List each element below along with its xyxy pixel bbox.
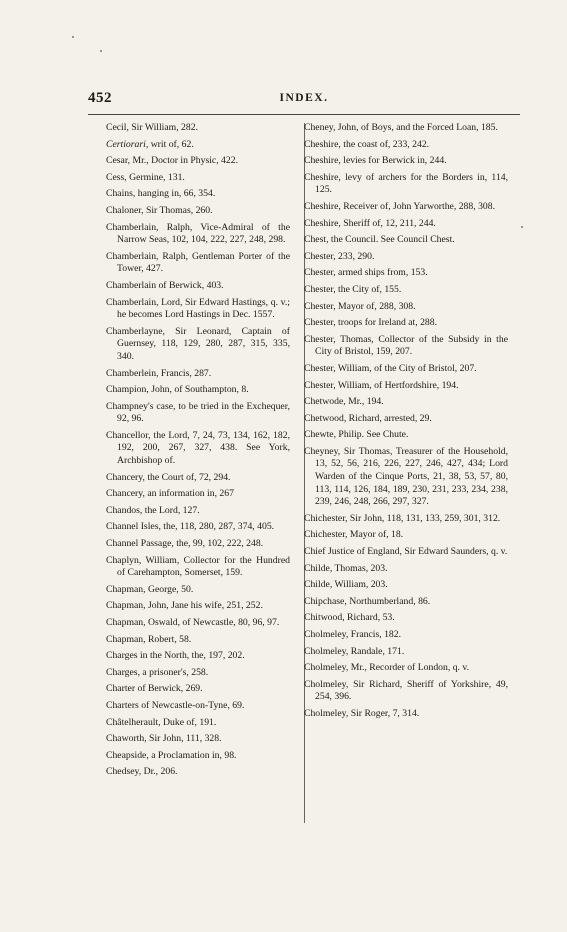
index-entry: Chaworth, Sir John, 111, 328. <box>106 733 222 745</box>
index-entry: Chapman, Robert, 58. <box>106 633 192 645</box>
page-number: 452 <box>88 90 112 106</box>
index-entry: Chief Justice of England, Sir Edward Saunders, q. v. <box>304 546 508 558</box>
index-entry: Cheapside, a Proclamation in, 98. <box>106 749 237 761</box>
index-entry: Chichester, Sir John, 118, 131, 133, 259, 301, 312. <box>304 512 501 524</box>
header-rule <box>88 114 520 115</box>
index-entry <box>106 139 290 152</box>
index-entry: Champion, John, of Southampton, 8. <box>106 384 249 396</box>
index-entry: Chest, the Council. See Council Chest. <box>304 234 455 246</box>
index-entry: Chains, hanging in, 66, 354. <box>106 188 216 200</box>
index-entry: Channel Passage, the, 99, 102, 222, 248. <box>106 538 264 550</box>
index-entry: Chamberlayne, Sir Leonard, Captain of Guernsey, 118, 129, 280, 287, 315, 335, 340. <box>106 325 290 362</box>
index-entry: Cesar, Mr., Doctor in Physic, 422. <box>106 155 238 167</box>
index-entry: Chester, the City of, 155. <box>304 283 402 295</box>
index-entry: Channel Isles, the, 118, 280, 287, 374, 405. <box>106 521 275 533</box>
index-entry: Chitwood, Richard, 53. <box>304 612 395 624</box>
index-entry: Cholmeley, Sir Roger, 7, 314. <box>304 707 420 719</box>
index-entry: Chester, Mayor of, 288, 308. <box>304 300 416 312</box>
index-entry: Cheshire, levies for Berwick in, 244. <box>304 155 447 167</box>
index-entry: Charges in the North, the, 197, 202. <box>106 650 245 662</box>
index-entry: Chester, 233, 290. <box>304 250 375 262</box>
index-entry: Charters of Newcastle-on-Tyne, 69. <box>106 699 245 711</box>
index-entry: Childe, William, 203. <box>304 579 388 591</box>
index-entry: Chamberlein, Francis, 287. <box>106 367 212 379</box>
page-speck <box>72 36 74 38</box>
index-entry: Cheney, John, of Boys, and the Forced Loan, 185. <box>304 122 498 133</box>
index-entry: Chewte, Philip. See Chute. <box>304 429 409 441</box>
index-entry: Chapman, Oswald, of Newcastle, 80, 96, 97. <box>106 617 280 628</box>
index-entry: Chichester, Mayor of, 18. <box>304 529 404 541</box>
index-entry: Chamberlain, Lord, Sir Edward Hastings, q. v.; he becomes Lord Hastings in Dec. 1557. <box>106 296 290 321</box>
index-entry: Châtelherault, Duke of, 191. <box>106 716 217 728</box>
index-entry: Chester, Thomas, Collector of the Subsidy in the City of Bristol, 159, 207. <box>304 333 508 358</box>
index-column-left <box>106 122 290 783</box>
index-entry: Chapman, John, Jane his wife, 251, 252. <box>106 600 263 612</box>
index-entry: Chedsey, Dr., 206. <box>106 766 178 778</box>
index-entry-italic: Certiorari, <box>106 138 149 150</box>
index-entry: Chaplyn, William, Collector for the Hundred of Carehampton, Somerset, 159. <box>106 554 290 579</box>
index-entry: Chamberlain of Berwick, 403. <box>106 279 224 291</box>
index-entry: Cecil, Sir William, 282. <box>106 122 198 133</box>
index-entry: Chester, William, of the City of Bristol, 207. <box>304 362 477 374</box>
index-entry: Chester, William, of Hertfordshire, 194. <box>304 379 459 391</box>
index-entry: Cheshire, Sheriff of, 12, 211, 244. <box>304 217 436 229</box>
index-entry: Cheshire, Receiver of, John Yarworthe, 288, 308. <box>304 200 496 212</box>
page-header <box>88 90 520 108</box>
index-entry: Chancery, an information in, 267 <box>106 488 234 500</box>
index-entry: Chamberlain, Ralph, Gentleman Porter of the Tower, 427. <box>106 250 290 275</box>
index-entry: Cheshire, the coast of, 233, 242. <box>304 138 430 150</box>
index-entry: Chamberlain, Ralph, Vice-Admiral of the Narrow Seas, 102, 104, 222, 227, 248, 298. <box>106 221 290 246</box>
index-entry: Cholmeley, Sir Richard, Sheriff of Yorkshire, 49, 254, 396. <box>304 678 508 703</box>
index-entry: Childe, Thomas, 203. <box>304 562 388 574</box>
index-entry: Chipchase, Northumberland, 86. <box>304 595 431 607</box>
index-entry: Cholmeley, Randale, 171. <box>304 645 405 657</box>
index-entry: Chaloner, Sir Thomas, 260. <box>106 204 213 216</box>
index-entry: Charter of Berwick, 269. <box>106 683 203 695</box>
index-entry: Chester, troops for Ireland at, 288. <box>304 317 438 329</box>
index-entry: Chester, armed ships from, 153. <box>304 267 428 279</box>
page-title: INDEX. <box>279 92 329 104</box>
index-entry: Chancellor, the Lord, 7, 24, 73, 134, 162, 182, 192, 200, 267, 327, 438. See York, Archbishop of. <box>106 429 290 467</box>
index-entry: Chandos, the Lord, 127. <box>106 504 200 516</box>
index-entry: Charges, a prisoner's, 258. <box>106 666 209 678</box>
index-entry: Chancery, the Court of, 72, 294. <box>106 471 231 483</box>
index-entry: Chapman, George, 50. <box>106 583 194 595</box>
index-entry: Cess, Germine, 131. <box>106 171 185 183</box>
index-entry: Cheshire, levy of archers for the Borders in, 114, 125. <box>304 171 508 196</box>
index-entry: Cholmeley, Mr., Recorder of London, q. v. <box>304 662 470 674</box>
index-entry: Chetwood, Richard, arrested, 29. <box>304 412 432 424</box>
page-speck <box>100 50 102 52</box>
index-entry: Cheyney, Sir Thomas, Treasurer of the Household, 13, 52, 56, 216, 226, 227, 246, 427, 434; Lord Warden of the Cinque Ports, 21, 38, 53, 57, 80, 113, 114, 126, 184, 189, 230, 231, 233, 234, 238, 239, 246, 248, 266, 297, 327. <box>304 445 508 508</box>
index-entry-rest: writ of, 62. <box>148 138 194 150</box>
page-speck <box>521 226 523 228</box>
index-entry: Cholmeley, Francis, 182. <box>304 629 402 640</box>
index-entry: Chetwode, Mr., 194. <box>304 396 384 408</box>
index-column-right <box>304 122 508 725</box>
index-entry: Champney's case, to be tried in the Exchequer, 92, 96. <box>106 400 290 425</box>
